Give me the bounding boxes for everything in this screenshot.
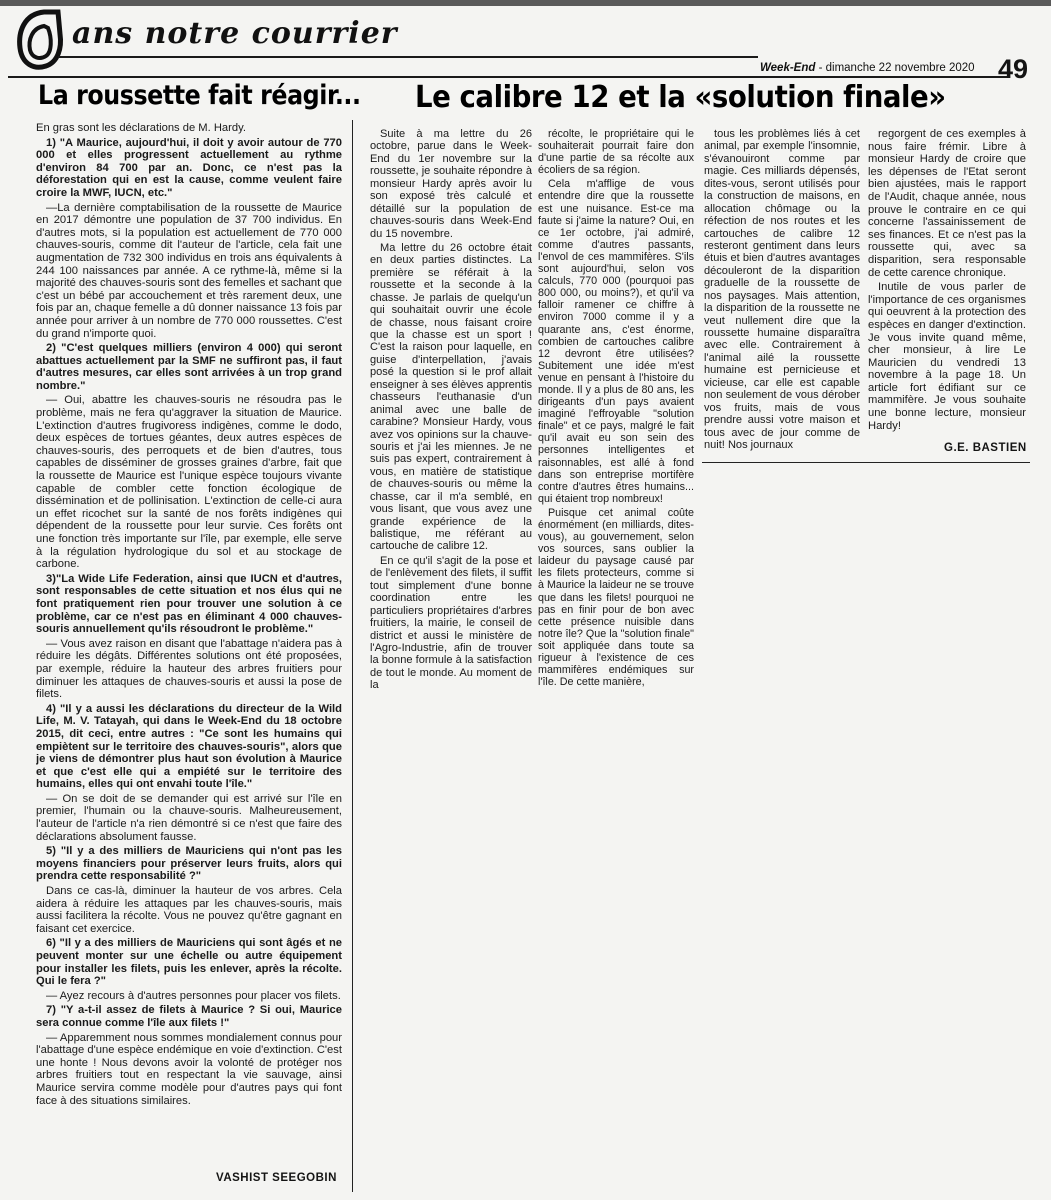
rubric-d-logo [14,8,66,72]
article2-column-2 [538,128,694,708]
paragraph: — Ayez recours à d'autres personnes pour placer vos filets. [46,989,341,1002]
paragraph: 3)"La Wide Life Federation, ainsi que IUCN et d'autres, sont responsables de cette situation et nos élus qui ne font pratiquement rien pour trouver une solution à ce problème, car ce n'est pas en éliminant 4 000 chauves-souris annuellement qu'ils résoudront le problème." [36,572,342,636]
masthead-info [760,62,975,74]
rubric-underline [58,56,758,58]
paragraph: tous les problèmes liés à cet animal, par exemple l'insomnie, s'évanouiront comme par magie. Ces milliards dépensés, dites-vous, seront utilisés pour la construction de maisons, en allocation chômage ou la réfection de nos routes et les cartouches de calibre 12 resteront gentiment dans leurs étuis et bien d'autres avantages découleront de la disparition graduelle de la roussette de nos paysages. Mais attention, la disparition de la roussette ne veut nullement dire que la roussette humaine disparaîtra avec elle. Contrairement à l'animal ailé la roussette humaine est pernicieuse et vicieuse, car elle est capable non seulement de vous dérober vos fruits, mais de vous prendre aussi votre maison et tous avec de jour comme de nuit! Nos journaux [704,128,860,451]
paragraph: Suite à ma lettre du 26 octobre, parue dans le Week-End du 1er novembre sur la roussette, je souhaite répondre à monsieur Hardy après avoir lu son exposé très calculé et détaillé sur la population de chauves-souris dans Week-End du 15 novembre. [370,128,532,240]
article2-column-3 [704,128,860,453]
paragraph: — Vous avez raison en disant que l'abattage n'aidera pas à réduire les dégâts. Différentes solutions ont été proposées, par exemple, réduire la hauteur des arbres fruitiers pour diminuer les attaques de chauves-souris et aussi la pose de filets. [36,637,342,701]
paragraph: récolte, le propriétaire qui le souhaiterait pourrait faire don d'une partie de sa récolte aux écoliers de sa région. [538,128,694,177]
paragraph: Inutile de vous parler de l'importance de ces organismes qui oeuvrent à la protection des espèces en danger d'extinction. Je vous invite quand même, cher monsieur, à lire Le Mauricien du vendredi 13 novembre à la page 18. Un article fort édifiant sur ce mammifère. Je vous souhaite une bonne lecture, monsieur Hardy! [868,281,1026,432]
paragraph: Dans ce cas-là, diminuer la hauteur de vos arbres. Cela aidera à réduire les attaques par les chauves-souris, mais aussi facilitera la récolte. Vous ne pouvez qu'être gagnant en faisant cet exercice. [36,885,342,935]
paragraph: 6) "Il y a des milliers de Mauriciens qui sont âgés et ne peuvent monter sur une échelle ou autre équipement pour installer les filets, puis les enlever, après la récolte. Qui le fera ?" [36,937,342,988]
paragraph: En ce qu'il s'agit de la pose et de l'enlèvement des filets, il suffit tout simplement d'une bonne coordination entre les particuliers propriétaires d'arbres fruitiers, la mairie, le conseil de district et aussi le ministère de l'Agro-Industrie, afin de trouver la bonne formule à la satisfaction de tout le monde. Au moment de la [370,554,532,692]
top-border [0,0,1051,6]
paragraph: 1) "A Maurice, aujourd'hui, il doit y avoir autour de 770 000 et elles progressent actuellement au rythme d'environ 84 700 par an. Donc, ce n'est pas la déforestation qui en est la cause, comme veulent faire croire la MWF, IUCN, etc." [36,136,342,199]
publication-name: Week-End [760,62,816,74]
article1-headline: La roussette fait réagir... [38,80,361,111]
paragraph: 7) "Y a-t-il assez de filets à Maurice ? Si oui, Maurice sera connue comme l'île aux filets !" [36,1004,342,1029]
article2-headline: Le calibre 12 et la «solution finale» [415,80,946,115]
page-number: 49 [998,54,1029,84]
paragraph: En gras sont les déclarations de M. Hardy. [36,122,246,134]
paragraph: 4) "Il y a aussi les déclarations du directeur de la Wild Life, M. V. Tatayah, qui dans le Week-End du 18 octobre 2015, dit ceci, entre autres : "Ce sont les humains qui empiètent sur le territoire des chauves-souris", alors que je viens de démontrer plus haut son évolution à Maurice et que c'est elle qui a empiété sur le territoire des humains, elles qui ont envahi toute l'île." [36,702,342,791]
article1-signature: VASHIST SEEGOBIN [216,1172,337,1184]
paragraph: regorgent de ces exemples à nous faire frémir. Libre à monsieur Hardy de croire que les dépenses de l'Etat seront bien ajustées, mais le rapport de l'Audit, chaque année, nous prouve le contraire en ce qui concerne l'assainissement de ses finances. Et ce n'est pas la roussette qui, avec sa disparition, sera responsable de cette carence chronique. [868,128,1026,279]
article2-column-4 [868,128,1026,438]
publication-date: - dimanche 22 novembre 2020 [818,62,975,74]
paragraph: 5) "Il y a des milliers de Mauriciens qui n'ont pas les moyens financiers pour préserver leurs fruits, alors qui prendra cette responsabilité ?" [36,845,342,883]
paragraph: Ma lettre du 26 octobre était en deux parties distinctes. La première se référait à la roussette et la seconde à la chasse. Je parlais de quelqu'un qui souhaitait ouvrir une école de chasse, nous faisant croire que la chasse est un sport ! C'est la raison pour laquelle, en guise d'interpellation, j'avais posé la question si le prof allait enseigner à ses élèves apprentis chasseurs l'euthanasie d'un animal avec une balle de carabine? Monsieur Hardy, vous avez vos opinions sur la chauve-souris et j'ai les miennes. Je ne suis pas expert, contrairement à vous, en matière de statistique de chauves-souris ou même la chasse, car il m'a semblé, en vous lisant, que vous avez une grande expérience de la balistique, me référant au cartouche de calibre 12. [370,241,532,553]
article2-column-1 [370,128,532,708]
paragraph: — Oui, abattre les chauves-souris ne résoudra pas le problème, mais ne fera qu'aggraver la situation de Maurice. L'extinction d'autres frugivoress indigènes, comme le dodo, deux espèces de tortues géantes, deux autres espèces de chauves-souris, des perroquets et de bien d'autres, tous capables de disséminer de grosses graines d'arbre, fait que la roussette de Maurice est l'unique espèce toujours vivante capable de combler cette fonction écologique de dissémination et de pollinisation. L'extinction de celle-ci aura un effet ricochet sur la santé de nos forêts indigènes qui dépendent de la roussette pour leur survie. Ces forêts ont une fonction très importante sur l'île, par exemple, elle serve à la régulation hydrologique du sol et au stockage de carbone. [36,394,342,571]
article1-body [36,122,342,1168]
paragraph: — On se doit de se demander qui est arrivé sur l'île en premier, l'humain ou la chauve-souris. Malheureusement, l'auteur de l'article n'a rien démontré si ce n'est que faire des déclarations absolument fausse. [36,792,342,843]
paragraph: 2) "C'est quelques milliers (environ 4 000) qui seront abattues actuellement par la SMF ne suffiront pas, il faut d'autres mesures, car elles sont arrivées à un trop grand nombre." [36,342,342,392]
paragraph: —La dernière comptabilisation de la roussette de Maurice en 2017 démontre une population de 37 700 individus. En d'autres mots, si la population est actuellement de 770 000 chauves-souris, comme dit l'auteur de l'article, cela fait une augmentation de 732 300 individus en trois ans équivalents à 244 100 naissances par année. A ce rythme-là, même si la majorité des chauves-souris sont des femelles et sachant que c'est un bébé par accouchement et très rarement deux, une fois par an, chaque femelle a dû donner naissance 13 fois par année pour arriver à un nombre de 770 000 roussettes. C'est du grand n'importe quoi. [36,201,342,340]
article2-signature: G.E. BASTIEN [944,442,1027,454]
article2-bottom-border [702,462,1030,463]
paragraph: — Apparemment nous sommes mondialement connus pour l'abattage d'une espèce endémique en voie d'extinction. C'est une honte ! Nous devons avoir la volonté de protéger nos arbres fruitiers tout en respectant la vie sauvage, ainsi Maurice servira comme modèle pour d'autres pays qui font face à des situations similaires. [36,1031,342,1107]
masthead-rule [8,76,1008,78]
rubric-title: ans notre courrier [72,16,398,51]
paragraph: Cela m'afflige de vous entendre dire que la roussette est une nuisance. Est-ce ma faute si j'aime la nature? Oui, en ce 1er octobre, j'ai admiré, comme d'autres passants, l'envol de ces mammifères. S'ils sont aujourd'hui, selon vos calculs, 770 000 (pourquoi pas 800 000, ou moins?), et qu'il va falloir ramener ce chiffre à environ 7000 comme il y a quarante ans, c'est énorme, combien de cartouches calibre 12 devront être utilisées? Subitement une idée m'est venue en pensant à l'histoire du monde. Il y a plus de 80 ans, les dirigeants d'un pays avaient imaginé l'effroyable "solution finale" et ce pays, malgré le fait qu'il avait eu son sein des personnes intelligentes et raisonnables, est allé à fond dans son entreprise mortifère contre d'autres êtres humains... qui étaient trop nombreux! [538,178,694,505]
paragraph: Puisque cet animal coûte énormément (en milliards, dites-vous), au gouvernement, selon vos sources, sans oublier la laideur du paysage causé par les filets protecteurs, comme si à Maurice la laideur ne se trouve que dans les filets! pourquoi ne pas en finir pour de bon avec cette présence nuisible dans notre île? Que la "solution finale" soit appliquée dans toute sa rigueur à l'existence de ces mammifères endémiques sur l'île. De cette manière, [538,506,694,689]
